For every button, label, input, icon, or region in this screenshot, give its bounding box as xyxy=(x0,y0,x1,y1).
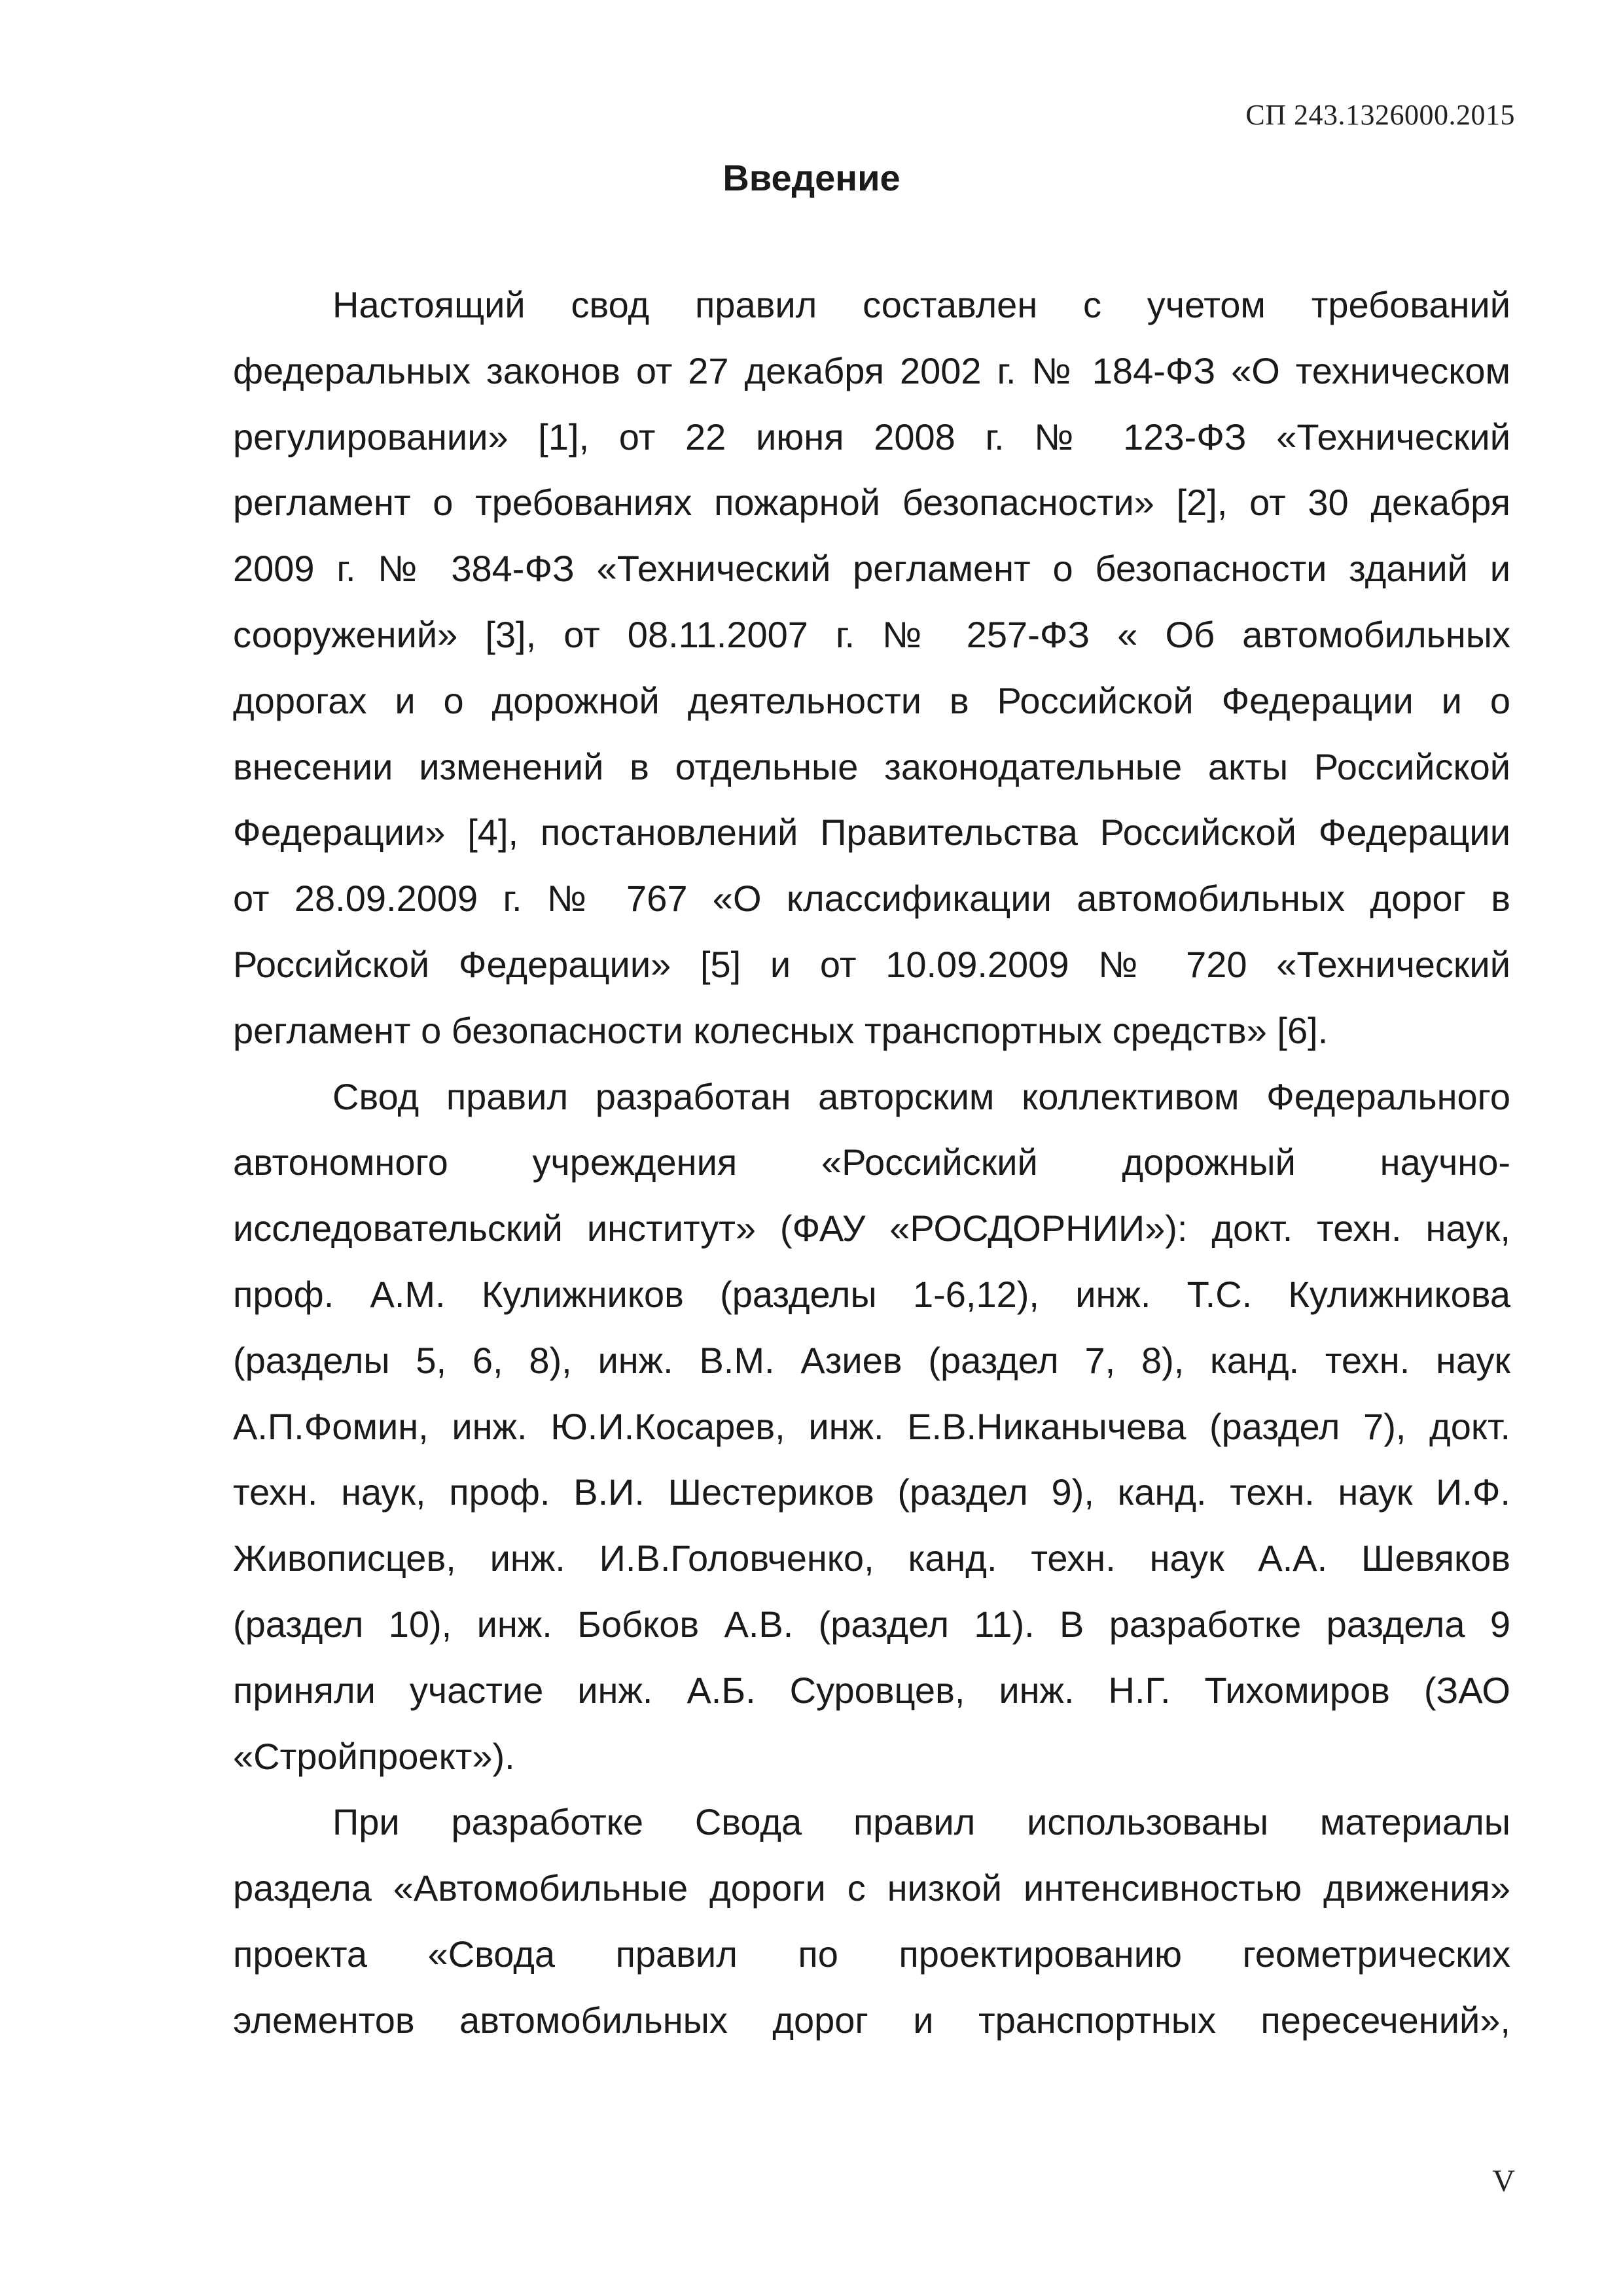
text-line: Настоящий свод правил составлен с учетом требований xyxy=(332,284,1510,325)
text-line: внесении изменений в отдельные законодательные акты Российской xyxy=(233,745,1510,787)
text-line: (раздел 10), инж. Бобков А.В. (раздел 11). В разработке раздела 9 xyxy=(233,1603,1510,1645)
text-line: проф. А.М. Кулижников (разделы 1-6,12), инж. Т.С. Кулижникова xyxy=(233,1273,1510,1315)
section-title: Введение xyxy=(722,157,901,198)
text-line: техн. наук, проф. В.И. Шестериков (раздел 9), канд. техн. наук И.Ф. xyxy=(233,1471,1510,1513)
text-line: 2009 г. № 384-ФЗ «Технический регламент о безопасности зданий и xyxy=(233,548,1510,590)
text-line: сооружений» [3], от 08.11.2007 г. № 257-ФЗ « Об автомобильных xyxy=(233,613,1510,655)
text-line: (разделы 5, 6, 8), инж. В.М. Азиев (раздел 7, 8), канд. техн. наук xyxy=(233,1339,1510,1381)
text-line: регламент о безопасности колесных транспортных средств» [6]. xyxy=(233,1009,1329,1051)
text-line: регламент о требованиях пожарной безопасности» [2], от 30 декабря xyxy=(233,482,1510,524)
paragraph-3 xyxy=(233,1789,1510,2053)
text-line: проекта «Свода правил по проектированию геометрических xyxy=(233,1933,1510,1975)
paragraph-1 xyxy=(233,272,1510,1064)
text-line: «Стройпроект»). xyxy=(233,1735,515,1777)
paragraph-2 xyxy=(233,1064,1510,1790)
document-code: СП 243.1326000.2015 xyxy=(1245,99,1515,131)
page-number: V xyxy=(1492,2164,1515,2198)
text-line: регулировании» [1], от 22 июня 2008 г. № 123-ФЗ «Технический xyxy=(233,416,1510,457)
document-body xyxy=(233,272,1510,2054)
text-line: федеральных законов от 27 декабря 2002 г. № 184-ФЗ «О техническом xyxy=(233,350,1510,391)
text-line: раздела «Автомобильные дороги с низкой интенсивностью движения» xyxy=(233,1867,1510,1909)
text-line: дорогах и о дорожной деятельности в Российской Федерации и о xyxy=(233,679,1510,721)
text-line: Федерации» [4], постановлений Правительства Российской Федерации xyxy=(233,812,1510,853)
text-line: приняли участие инж. А.Б. Суровцев, инж. Н.Г. Тихомиров (ЗАО xyxy=(233,1669,1510,1711)
text-line: Свод правил разработан авторским коллективом Федерального xyxy=(332,1075,1510,1117)
text-line: от 28.09.2009 г. № 767 «О классификации автомобильных дорог в xyxy=(233,878,1510,920)
text-line: автономного учреждения «Российский дорожный научно- xyxy=(233,1141,1510,1183)
text-line: исследовательский институт» (ФАУ «РОСДОРНИИ»): докт. техн. наук, xyxy=(233,1208,1510,1249)
text-line: элементов автомобильных дорог и транспортных пересечений», xyxy=(233,1999,1510,2041)
text-line: А.П.Фомин, инж. Ю.И.Косарев, инж. Е.В.Никанычева (раздел 7), докт. xyxy=(233,1405,1510,1447)
text-line: При разработке Свода правил использованы материалы xyxy=(332,1801,1510,1843)
text-line: Живописцев, инж. И.В.Головченко, канд. техн. наук А.А. Шевяков xyxy=(233,1537,1510,1579)
text-line: Российской Федерации» [5] и от 10.09.2009 № 720 «Технический xyxy=(233,943,1510,985)
